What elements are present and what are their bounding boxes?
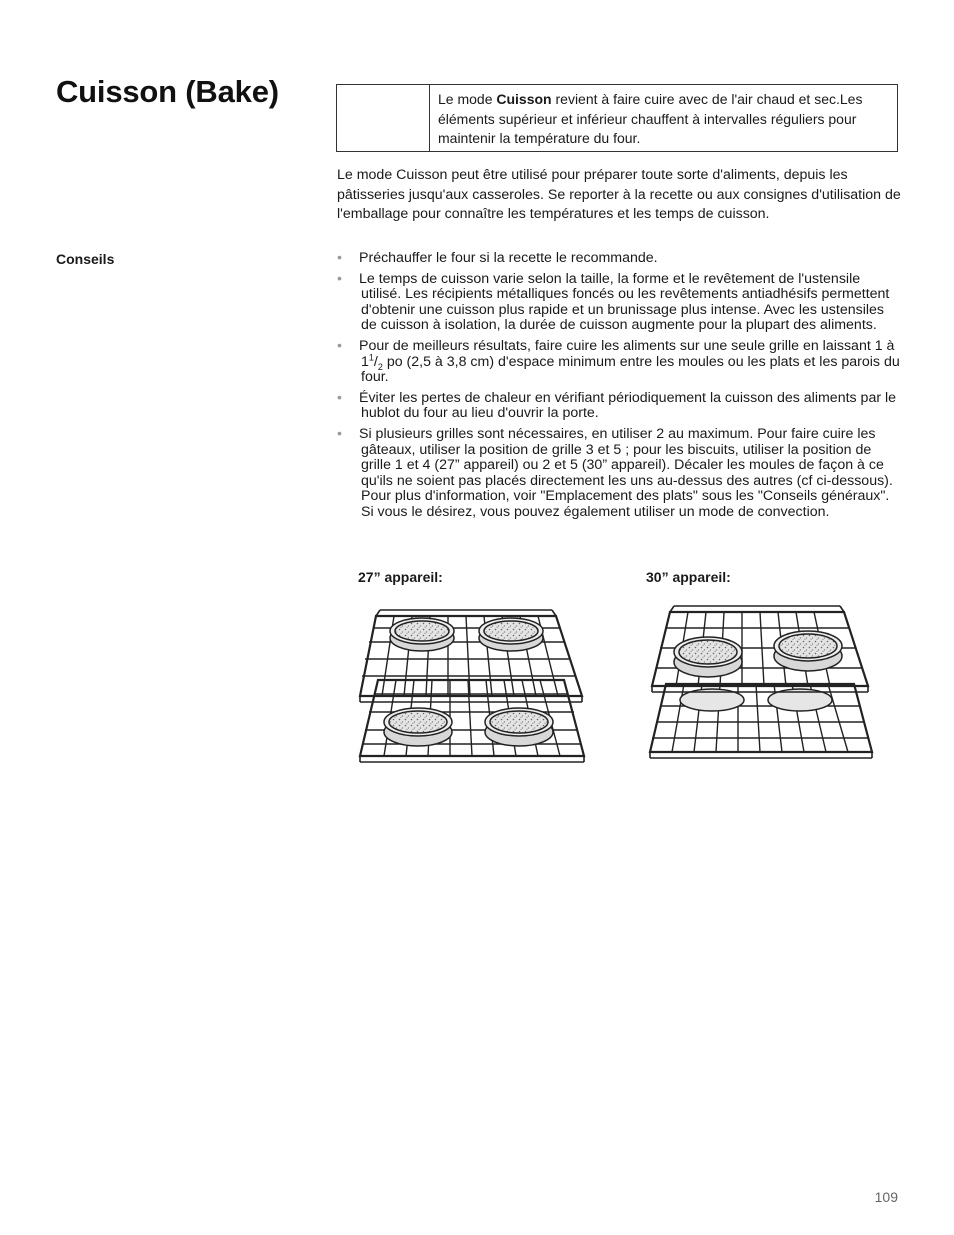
list-item: [337, 391, 901, 422]
tips-list: [337, 251, 901, 526]
bullet-icon: •: [337, 389, 342, 406]
tip-text-before: Pour de meilleurs résultats, faire cuire les aliments sur une seule grille en laissant 1 à 1: [359, 337, 895, 370]
bullet-icon: •: [337, 337, 342, 354]
oven-racks-27-illustration: [356, 604, 586, 766]
tip-text: [361, 339, 901, 386]
list-item: [337, 427, 901, 521]
mode-name: Cuisson: [496, 91, 552, 107]
mode-description-box: [336, 84, 898, 152]
page-title: Cuisson (Bake): [56, 74, 279, 109]
fraction-slash: /: [373, 353, 378, 370]
list-item: [337, 272, 901, 334]
tip-text: Préchauffer le four si la recette le recommande.: [359, 250, 658, 266]
figure-label-30: 30” appareil:: [646, 569, 731, 585]
list-item: [337, 339, 901, 386]
fraction-denominator: 2: [377, 361, 383, 372]
bullet-icon: •: [337, 270, 342, 287]
mode-icon-cell: [337, 85, 430, 151]
tip-text: Éviter les pertes de chaleur en vérifiant périodiquement la cuisson des aliments par le hublot du four au lieu d'ouvrir la porte.: [359, 389, 897, 422]
tip-text-after: po (2,5 à 3,8 cm) d'espace minimum entre les moules ou les plats et les parois du four.: [361, 353, 900, 386]
conseils-heading: Conseils: [56, 251, 115, 267]
mode-description-text: [430, 85, 897, 151]
list-item: [337, 251, 901, 267]
fraction-numerator: 1: [368, 351, 374, 362]
tip-text: Si plusieurs grilles sont nécessaires, en utiliser 2 au maximum. Pour faire cuire les gâteaux, utiliser la position de grille 3 et 5 ; pour les biscuits, utiliser la position de grille 1 et 4 (27” appareil) ou 2 et 5 (30” appareil). Décaler les moules de façon à ce qu'ils ne soient pas placés directement les uns au-dessus des autres (cf ci-dessous). Pour plus d'information, voir "Emplacement des plats" sous les "Conseils généraux". Si vous le désirez, vous pouvez également utiliser un mode de convection.: [359, 425, 893, 520]
page-number: 109: [874, 1189, 898, 1205]
mode-text-after: revient à faire cuire avec de l'air chaud et sec.Les éléments supérieur et inférieur chauffent à intervalles réguliers pour maintenir la température du four.: [438, 91, 863, 146]
bullet-icon: •: [337, 250, 342, 266]
figure-label-27: 27” appareil:: [358, 569, 443, 585]
oven-racks-30-illustration: [646, 604, 876, 760]
mode-text-before: Le mode: [438, 91, 497, 107]
intro-paragraph: Le mode Cuisson peut être utilisé pour préparer toute sorte d'aliments, depuis les pâtisseries jusqu'aux casseroles. Se reporter à la recette ou aux consignes d'utilisation de l'emballage pour connaître les températures et les temps de cuisson.: [337, 167, 901, 222]
bullet-icon: •: [337, 425, 342, 442]
tip-text: Le temps de cuisson varie selon la taille, la forme et le revêtement de l'ustensile utilisé. Les récipients métalliques foncés ou les revêtements antiadhésifs permettent d'obtenir une cuisson plus rapide et un brunissage plus intense. Avec les ustensiles de cuisson à isolation, la durée de cuisson augmente pour la plupart des aliments.: [359, 270, 890, 334]
